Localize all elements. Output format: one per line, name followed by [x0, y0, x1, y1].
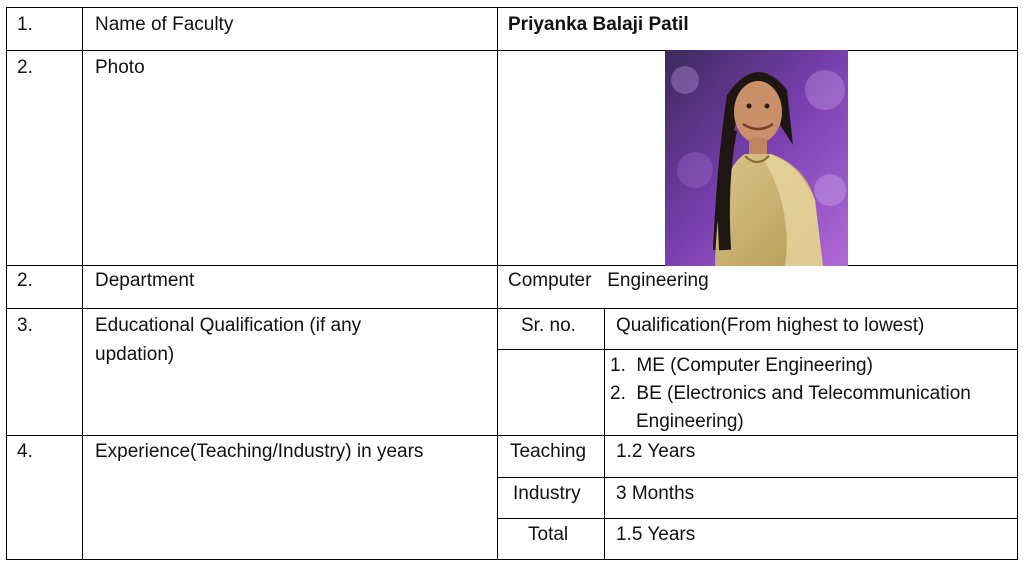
row-number: 2.: [17, 57, 33, 78]
row-number: 3.: [17, 315, 33, 336]
qualification-label-cont: updation): [95, 344, 175, 365]
row-number: 1.: [17, 14, 33, 35]
table-border-bottom: [6, 559, 1018, 560]
experience-divider-1: [497, 477, 1018, 478]
row-number: 2.: [17, 270, 33, 291]
total-value: 1.5 Years: [616, 524, 696, 545]
qualification-item: 1. ME (Computer Engineering): [610, 355, 873, 376]
teaching-value: 1.2 Years: [616, 441, 696, 462]
industry-value: 3 Months: [616, 483, 695, 504]
department-label: Department: [95, 270, 195, 291]
experience-label: Experience(Teaching/Industry) in years: [95, 441, 424, 462]
qualification-header: Qualification(From highest to lowest): [616, 315, 925, 336]
faculty-name: Priyanka Balaji Patil: [508, 14, 689, 35]
row-divider-1: [6, 50, 1018, 51]
photo-label: Photo: [95, 57, 145, 78]
total-label: Total: [528, 524, 569, 545]
qualification-item: 2. BE (Electronics and Telecommunication: [610, 383, 971, 404]
row-divider-4: [6, 435, 1018, 436]
qualification-header-divider: [497, 349, 1018, 350]
qualification-item-cont: Engineering): [636, 411, 744, 432]
qualification-label: Educational Qualification (if any: [95, 315, 362, 336]
row-divider-3: [6, 308, 1018, 309]
sr-no-header: Sr. no.: [521, 315, 576, 336]
experience-divider-2: [497, 518, 1018, 519]
row-number: 4.: [17, 441, 33, 462]
table-border-left: [6, 7, 7, 560]
name-label: Name of Faculty: [95, 14, 234, 35]
industry-label: Industry: [513, 483, 581, 504]
table-border-top: [6, 7, 1018, 8]
department-value: Computer Engineering: [508, 270, 709, 291]
faculty-photo: [665, 50, 848, 266]
column-divider-1: [82, 7, 83, 560]
teaching-label: Teaching: [510, 441, 587, 462]
